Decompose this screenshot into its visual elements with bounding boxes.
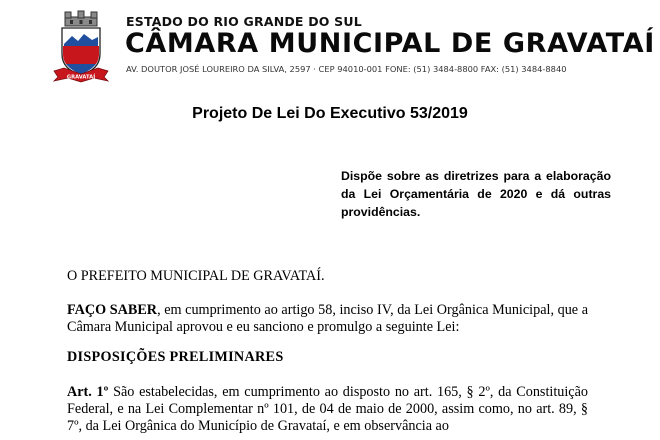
heading-disposicoes-preliminares: DISPOSIÇÕES PRELIMINARES	[67, 349, 284, 365]
municipal-crest-logo	[50, 8, 112, 84]
paragraph-lead: FAÇO SABER	[67, 302, 158, 318]
paragraph-faco-saber	[67, 302, 588, 336]
article-text: São estabelecidas, em cumprimento ao disposto no art. 165, § 2º, da Constituição Federal, e na Lei Complementar nº 101, de 04 de maio de 2000, assim como, no art. 89, § 7º, da Lei Orgânica do Município de Gravataí, e em observância ao	[67, 384, 588, 434]
crown-icon	[65, 11, 97, 26]
crest-ribbon-text: GRAVATAÍ	[66, 74, 96, 81]
paragraph-text: , em cumprimento ao artigo 58, inciso IV, da Lei Orgânica Municipal, que a Câmara Municipal aprovou e eu sanciono e promulgo a seguinte Lei:	[67, 302, 588, 335]
heading-prefeito: O PREFEITO MUNICIPAL DE GRAVATAÍ.	[67, 268, 325, 284]
chamber-name: CÂMARA MUNICIPAL DE GRAVATAÍ	[125, 28, 655, 59]
article-number: Art. 1º	[67, 384, 109, 400]
chamber-address: AV. DOUTOR JOSÉ LOUREIRO DA SILVA, 2597 · CEP 94010-001 FONE: (51) 3484-8800 FAX: (51) 3484-8840	[126, 64, 567, 74]
document-title: Projeto De Lei Do Executivo 53/2019	[192, 105, 468, 122]
state-name: ESTADO DO RIO GRANDE DO SUL	[126, 14, 362, 29]
paragraph-article-1	[67, 384, 588, 435]
ementa-summary: Dispõe sobre as diretrizes para a elaboração da Lei Orçamentária de 2020 e dá outras providências.	[341, 169, 611, 219]
